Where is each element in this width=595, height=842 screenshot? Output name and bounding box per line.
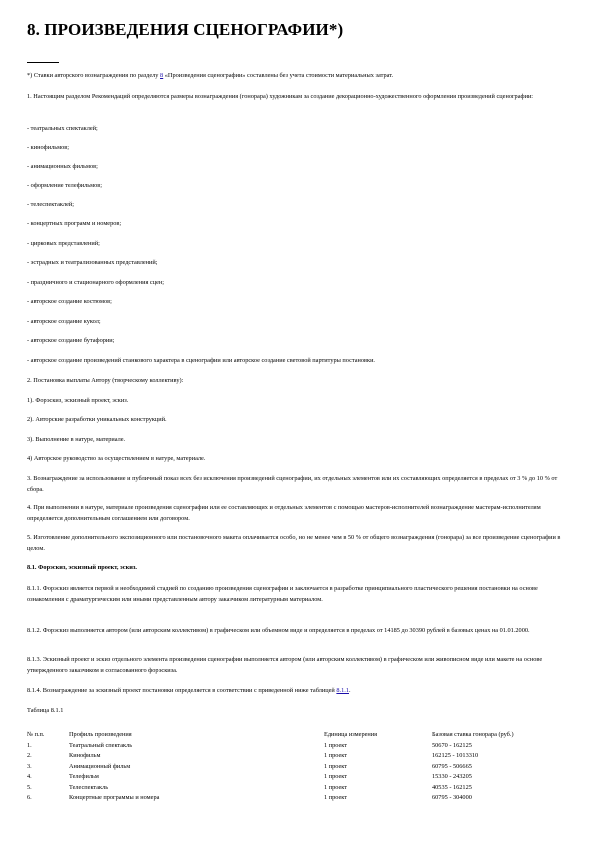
paragraph-2: 2. Постановка выплаты Автору (творческому коллективу): (27, 377, 184, 384)
table-row (27, 762, 567, 773)
rates-table (27, 730, 567, 804)
table-cell: Телеспектакль (69, 783, 109, 791)
table-row (27, 751, 567, 762)
table-cell: Концертные программы и номера (69, 794, 160, 801)
table-row (27, 783, 567, 794)
table-cell: 60795 - 304000 (432, 794, 472, 801)
header-unit: Единица измерения (324, 731, 378, 738)
paragraph-8-1-4-end: . (348, 687, 351, 694)
table-cell: 1 проект (324, 752, 347, 759)
table-row (27, 793, 567, 804)
list-item: 1). Форэскиз, эскизный проект, эскиз. (27, 397, 129, 404)
table-cell: 15330 - 243205 (432, 773, 472, 780)
list-item: - цирковых представлений; (27, 240, 100, 247)
table-cell: 1 проект (324, 773, 347, 780)
paragraph-8-1-1: 8.1.1. Форэскиз является первой и необходимой стадией по созданию произведения сценографии и заключается в разработке принципиального пластического решения постановки на основе ознакомления с драматургическим или иными представленным автору заказчиком литературным материалом. (27, 585, 538, 603)
list-item: - театральных спектаклей; (27, 125, 98, 132)
table-caption: Таблица 8.1.1 (27, 707, 64, 714)
section-heading-8-1: 8.1. Форэскиз, эскизный проект, эскиз. (27, 564, 137, 571)
table-cell: 4. (27, 773, 32, 780)
table-cell: 40535 - 162125 (432, 783, 472, 791)
list-item: - эстрадных и театрализованных представлений; (27, 259, 158, 266)
list-item: - авторское создание бутафории; (27, 337, 115, 344)
list-item: - оформление телефильмов; (27, 182, 103, 189)
table-cell: 1 проект (324, 783, 347, 791)
table-row (27, 741, 567, 752)
paragraph-3: 3. Вознаграждение за использование и публичный показ всех без исключения произведений сценографии, их отдельных элементов или их составляющих определяется в пределах от 3 % до 10 % от сбора. (27, 475, 558, 493)
table-8-1-1-link[interactable]: 8.1.1 (336, 687, 349, 694)
list-item: - кинофильмов; (27, 144, 69, 151)
table-cell: 2. (27, 752, 32, 759)
paragraph-8-1-4-text: 8.1.4. Вознаграждение за эскизный проект постановки определяется в соответствии с приведенной ниже таблицей (27, 687, 337, 694)
table-cell: 1 проект (324, 741, 347, 749)
table-cell: Театральный спектакль (69, 741, 133, 749)
footnote-divider (27, 62, 59, 63)
paragraph-8-1-2: 8.1.2. Форэскиз выполняется автором (или авторским коллективом) в графическом или объемном виде и определяется в пределах от 14185 до 30390 рублей в базовых ценах на 01.01.2000. (27, 627, 530, 634)
table-header-row (27, 730, 567, 741)
list-item: - концертных программ и номеров; (27, 220, 122, 227)
table-cell: 50670 - 162125 (432, 741, 472, 749)
header-number: № п.п. (27, 731, 45, 738)
paragraph-8-1-4 (27, 686, 567, 697)
header-profile: Профиль произведения (69, 731, 132, 738)
table-cell: 60795 - 506665 (432, 762, 472, 770)
table-cell: 162125 - 1013310 (432, 752, 479, 759)
table-cell: Анимационный фильм (69, 762, 131, 770)
paragraph-5: 5. Изготовление дополнительного экспозиционного или постановочного макета оплачивается особо, но не менее чем в 50 % от общего вознаграждения (гонорара) за все произведение сценографии в целом. (27, 534, 561, 552)
list-item: - авторское создание произведений станкового характера в сценографии или авторское создание световой партитуры постановки. (27, 357, 376, 364)
list-item: 3). Выполнение в натуре, материале. (27, 436, 126, 443)
footnote-text-end: «Произведения сценографии» составлены без учета стоимости материальных затрат. (163, 72, 394, 79)
page-title: 8. ПРОИЗВЕДЕНИЯ СЦЕНОГРАФИИ*) (27, 20, 344, 39)
table-cell: 5. (27, 783, 32, 791)
header-rate: Базовая ставка гонорара (руб.) (432, 731, 514, 738)
table-cell: 3. (27, 762, 32, 770)
table-row (27, 772, 567, 783)
list-item: - анимационных фильмов; (27, 163, 98, 170)
list-item: 4) Авторское руководство за осуществлением в натуре, материале. (27, 455, 206, 462)
paragraph-8-1-3: 8.1.3. Эскизный проект и эскиз отдельного элемента произведения сценографии выполняется автором (или авторским коллективом) в графическом или живописном виде или макете на основе утвержденного заказчиком и согласованного форэскиза. (27, 656, 543, 674)
table-cell: 6. (27, 794, 32, 801)
table-cell: 1 проект (324, 794, 347, 801)
footnote-text-start: *) Ставки авторского вознаграждения по разделу (27, 72, 161, 79)
table-cell: Телефильм (69, 773, 99, 780)
list-item: - телеспектаклей; (27, 201, 74, 208)
table-cell: 1. (27, 741, 32, 749)
table-cell: 1 проект (324, 762, 347, 770)
table-cell: Кинофильм (69, 752, 101, 759)
list-item: - праздничного и стационарного оформления сцен; (27, 279, 165, 286)
list-item: - авторское создание кукол; (27, 318, 101, 325)
paragraph-4: 4. При выполнении в натуре, материале произведения сценографии или ее составляющих и отдельных элементов с помощью мастеров-исполнителей вознаграждение мастерам-исполнителям определяется дополнительным соглашением или договором. (27, 504, 541, 522)
list-item: - авторское создание костюмов; (27, 298, 112, 305)
section-8-link[interactable]: 8 (160, 72, 164, 79)
footnote (27, 71, 567, 82)
paragraph-1: 1. Настоящим разделом Рекомендаций определяются размеры вознаграждения (гонорара) художникам за создание декорационно-художественного оформления произведений сценографии: (27, 93, 534, 100)
list-item: 2). Авторские разработки уникальных конструкций. (27, 416, 167, 423)
